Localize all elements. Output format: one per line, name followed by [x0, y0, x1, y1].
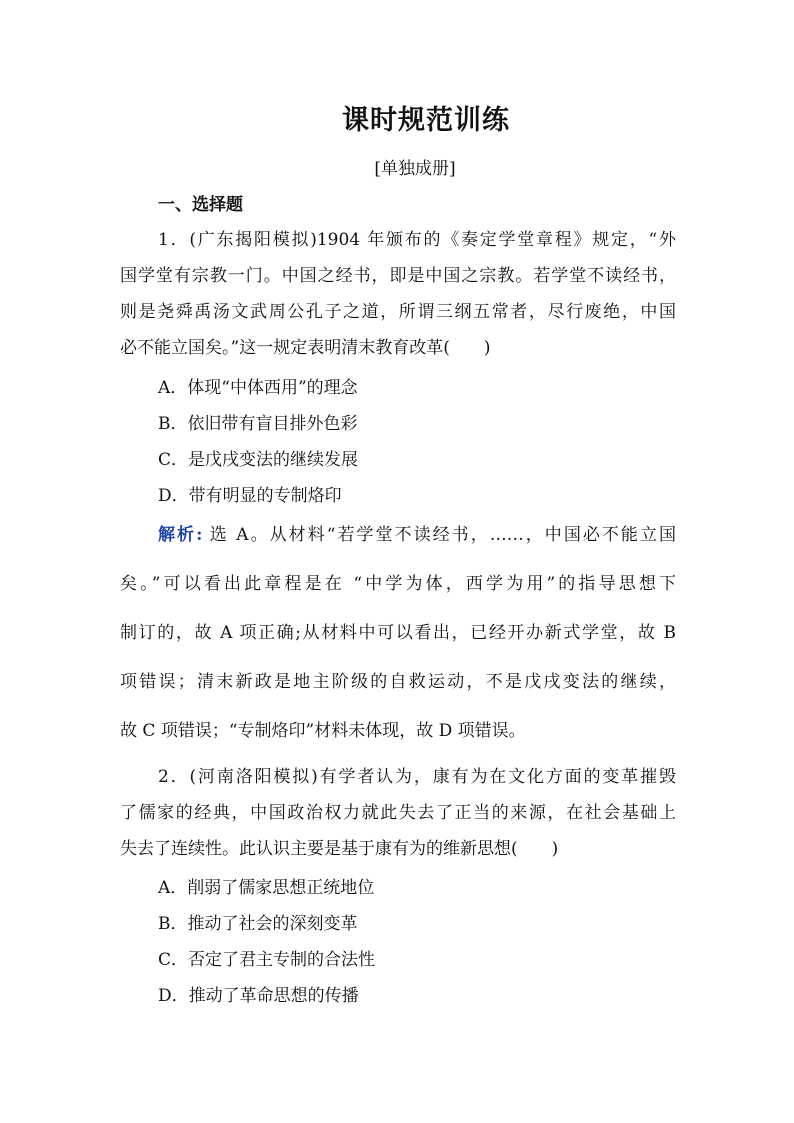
question-1-line: 国学堂有宗教一门。中国之经书，即是中国之宗教。若学堂不读经书，	[120, 266, 676, 286]
question-2-line: 2．(河南洛阳模拟)有学者认为，康有为在文化方面的变革摧毁	[158, 767, 676, 787]
question-1-line: 1．(广东揭阳模拟)1904 年颁布的《奏定学堂章程》规定，“外	[158, 230, 676, 250]
question-1-line: 则是尧舜禹汤文武周公孔子之道，所谓三纲五常者，尽行废绝，中国	[120, 302, 676, 322]
analysis-line: 矣。”可以看出此章程是在 “中学为体，西学为用”的指导思想下	[120, 574, 676, 594]
question-1-analysis	[120, 520, 676, 765]
analysis-label: 解析:	[158, 525, 203, 545]
section-heading: 一、选择题	[158, 195, 243, 215]
analysis-line	[120, 520, 676, 569]
question-2-option-d: D．推动了革命思想的传播	[158, 986, 359, 1006]
analysis-line: 项错误；清末新政是地主阶级的自救运动，不是戊戌变法的继续，	[120, 672, 676, 692]
question-1-option-c: C．是戊戌变法的继续发展	[158, 450, 359, 470]
analysis-text: 选 A。从材料“若学堂不读经书，……，中国必不能立国	[202, 525, 677, 545]
question-1-option-a: A．体现“中体西用”的理念	[158, 378, 358, 398]
question-2-option-c: C．否定了君主专制的合法性	[158, 950, 376, 970]
analysis-line: 故 C 项错误；“专制烙印”材料未体现，故 D 项错误。	[120, 721, 526, 741]
question-2-option-b: B．推动了社会的深刻变革	[158, 914, 358, 934]
question-1-option-b: B．依旧带有盲目排外色彩	[158, 414, 358, 434]
question-1-option-d: D．带有明显的专制烙印	[158, 486, 342, 506]
question-2-stem	[120, 759, 676, 867]
question-1-stem	[120, 222, 676, 366]
page-title: 课时规范训练	[342, 105, 510, 136]
analysis-line: 制订的，故 A 项正确;从材料中可以看出，已经开办新式学堂，故 B	[120, 623, 676, 643]
question-2-option-a: A．削弱了儒家思想正统地位	[158, 878, 375, 898]
question-2-line: 失去了连续性。此认识主要是基于康有为的维新思想( )	[120, 839, 559, 859]
question-1-line: 必不能立国矣。”这一规定表明清末教育改革( )	[120, 338, 491, 358]
question-2-line: 了儒家的经典，中国政治权力就此失去了正当的来源，在社会基础上	[120, 803, 676, 823]
page-subtitle: [单独成册]	[374, 159, 456, 179]
